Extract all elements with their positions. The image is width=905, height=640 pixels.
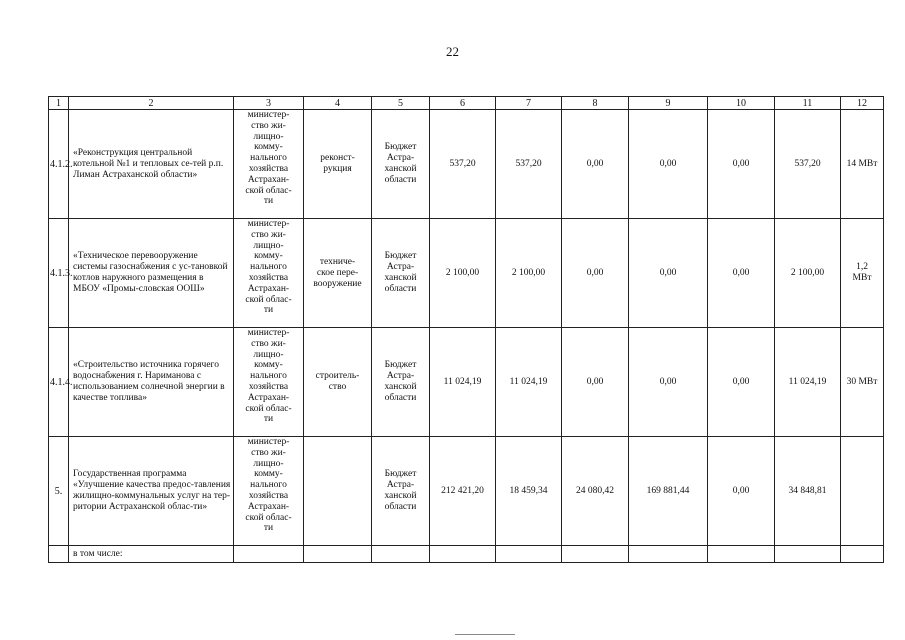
org-line: ти <box>263 523 274 534</box>
org-line: нального <box>250 262 287 273</box>
org-line: нального <box>250 153 287 164</box>
row-capacity <box>841 219 884 328</box>
empty-cell <box>562 546 629 563</box>
funding-line: ханской <box>384 273 417 283</box>
value-cell: 0,00 <box>562 110 629 219</box>
value-cell: 0,00 <box>708 328 775 437</box>
value-cell: 0,00 <box>629 328 708 437</box>
subtotal-label: в том числе: <box>69 546 234 563</box>
funding-line: Бюджет <box>384 360 417 370</box>
table-row <box>49 219 884 328</box>
row-code: 4.1.2. <box>49 110 69 219</box>
org-line: комму- <box>254 251 283 262</box>
table-row <box>49 546 884 563</box>
org-line: нального <box>250 371 287 382</box>
row-work-type <box>304 437 372 546</box>
org-line: комму- <box>254 360 283 371</box>
work-type-line: рукция <box>323 164 352 174</box>
org-line: министер- <box>247 328 290 338</box>
col-header: 5 <box>372 97 430 110</box>
col-header: 2 <box>69 97 234 110</box>
org-line: ство жи- <box>251 120 286 131</box>
org-line: ти <box>263 414 274 425</box>
row-organization <box>234 110 304 219</box>
value-cell: 11 024,19 <box>775 328 841 437</box>
empty-cell <box>430 546 496 563</box>
col-header: 6 <box>430 97 496 110</box>
capacity-line: 14 МВт <box>846 158 878 169</box>
org-line: ской облас- <box>245 403 292 414</box>
org-line: Астрахан- <box>247 501 290 512</box>
work-type-line: строитель- <box>315 371 360 381</box>
table-row <box>49 328 884 437</box>
row-capacity <box>841 437 884 546</box>
capacity-line: МВт <box>852 273 872 283</box>
empty-cell <box>775 546 841 563</box>
org-line: лищно- <box>253 458 284 469</box>
value-cell: 18 459,34 <box>496 437 562 546</box>
value-cell: 11 024,19 <box>430 328 496 437</box>
row-work-type <box>304 219 372 328</box>
row-name: «Реконструкция центральной котельной №1 и тепловых се-тей р.п. Лиман Астраханской области» <box>69 110 234 219</box>
row-work-type <box>304 328 372 437</box>
row-capacity <box>841 328 884 437</box>
page-number: 22 <box>446 44 459 59</box>
org-line: лищно- <box>253 240 284 251</box>
row-funding-source <box>372 328 430 437</box>
row-organization <box>234 437 304 546</box>
footer-rule <box>455 634 515 635</box>
row-code <box>49 546 69 563</box>
col-header: 1 <box>49 97 69 110</box>
org-line: ти <box>263 305 274 316</box>
value-cell: 2 100,00 <box>430 219 496 328</box>
value-cell: 0,00 <box>708 219 775 328</box>
row-name: «Техническое перевооружение системы газоснабжения с ус-тановкой котлов наружного размещения в МБОУ «Промы-словская ООШ» <box>69 219 234 328</box>
org-line: комму- <box>254 142 283 153</box>
org-line: Астрахан- <box>247 392 290 403</box>
value-cell: 0,00 <box>562 328 629 437</box>
capacity-line: 30 МВт <box>846 376 878 387</box>
org-line: ской облас- <box>245 294 292 305</box>
work-type-line: вооружение <box>313 278 362 289</box>
budget-table <box>48 96 884 563</box>
org-line: нального <box>250 480 287 491</box>
value-cell: 212 421,20 <box>430 437 496 546</box>
value-cell: 0,00 <box>708 437 775 546</box>
value-cell: 11 024,19 <box>496 328 562 437</box>
value-cell: 2 100,00 <box>775 219 841 328</box>
row-organization <box>234 219 304 328</box>
org-line: лищно- <box>253 131 284 142</box>
col-header: 4 <box>304 97 372 110</box>
value-cell: 2 100,00 <box>496 219 562 328</box>
funding-line: Бюджет <box>384 142 417 152</box>
org-line: Астрахан- <box>247 283 290 294</box>
org-line: комму- <box>254 469 283 480</box>
row-funding-source <box>372 219 430 328</box>
table-row <box>49 437 884 546</box>
org-line: ской облас- <box>245 512 292 523</box>
empty-cell <box>708 546 775 563</box>
funding-line: ханской <box>384 382 417 392</box>
org-line: хозяйства <box>248 272 289 283</box>
org-line: ской облас- <box>245 185 292 196</box>
funding-line: области <box>384 284 417 294</box>
empty-cell <box>304 546 372 563</box>
col-header: 7 <box>496 97 562 110</box>
header-row <box>49 97 884 110</box>
empty-cell <box>234 546 304 563</box>
col-header: 8 <box>562 97 629 110</box>
work-type-line: реконст- <box>320 153 355 163</box>
org-line: ство жи- <box>251 447 286 458</box>
org-line: министер- <box>247 219 290 229</box>
empty-cell <box>629 546 708 563</box>
col-header: 11 <box>775 97 841 110</box>
col-header: 12 <box>841 97 884 110</box>
funding-line: области <box>384 393 417 403</box>
org-line: ство жи- <box>251 229 286 240</box>
value-cell: 34 848,81 <box>775 437 841 546</box>
org-line: Астрахан- <box>247 174 290 185</box>
row-code: 4.1.4. <box>49 328 69 437</box>
funding-line: области <box>384 502 417 512</box>
funding-line: Астра- <box>386 480 415 490</box>
row-work-type <box>304 110 372 219</box>
capacity-line: 1,2 <box>856 262 868 272</box>
value-cell: 0,00 <box>562 219 629 328</box>
row-name: «Строительство источника горячего водоснабжения г. Нариманова с использованием солнечной энергии в качестве топлива» <box>69 328 234 437</box>
row-code: 4.1.3. <box>49 219 69 328</box>
org-line: хозяйства <box>248 163 289 174</box>
funding-line: Астра- <box>386 262 415 272</box>
work-type-line: ство <box>328 382 347 392</box>
empty-cell <box>841 546 884 563</box>
work-type-line: ское пере- <box>316 267 359 278</box>
table-row <box>49 110 884 219</box>
funding-line: Астра- <box>386 153 415 163</box>
value-cell: 537,20 <box>775 110 841 219</box>
col-header: 9 <box>629 97 708 110</box>
empty-cell <box>496 546 562 563</box>
org-line: хозяйства <box>248 490 289 501</box>
org-line: лищно- <box>253 349 284 360</box>
funding-line: Бюджет <box>384 469 417 479</box>
value-cell: 0,00 <box>629 219 708 328</box>
value-cell: 537,20 <box>430 110 496 219</box>
value-cell: 0,00 <box>629 110 708 219</box>
org-line: министер- <box>247 110 290 120</box>
value-cell: 0,00 <box>708 110 775 219</box>
funding-line: области <box>384 175 417 185</box>
funding-line: Астра- <box>386 371 415 381</box>
value-cell: 24 080,42 <box>562 437 629 546</box>
value-cell: 537,20 <box>496 110 562 219</box>
funding-line: ханской <box>384 491 417 501</box>
value-cell: 169 881,44 <box>629 437 708 546</box>
org-line: министер- <box>247 437 290 447</box>
empty-cell <box>372 546 430 563</box>
col-header: 3 <box>234 97 304 110</box>
row-funding-source <box>372 437 430 546</box>
row-code: 5. <box>49 437 69 546</box>
col-header: 10 <box>708 97 775 110</box>
work-type-line: техниче- <box>319 256 356 267</box>
row-organization <box>234 328 304 437</box>
funding-line: Бюджет <box>384 251 417 261</box>
org-line: ство жи- <box>251 338 286 349</box>
org-line: ти <box>263 196 274 207</box>
row-funding-source <box>372 110 430 219</box>
row-capacity <box>841 110 884 219</box>
funding-line: ханской <box>384 164 417 174</box>
org-line: хозяйства <box>248 381 289 392</box>
row-name: Государственная программа «Улучшение качества предос-тавления жилищно-коммунальных услуг на тер-ритории Астраханской облас-ти» <box>69 437 234 546</box>
